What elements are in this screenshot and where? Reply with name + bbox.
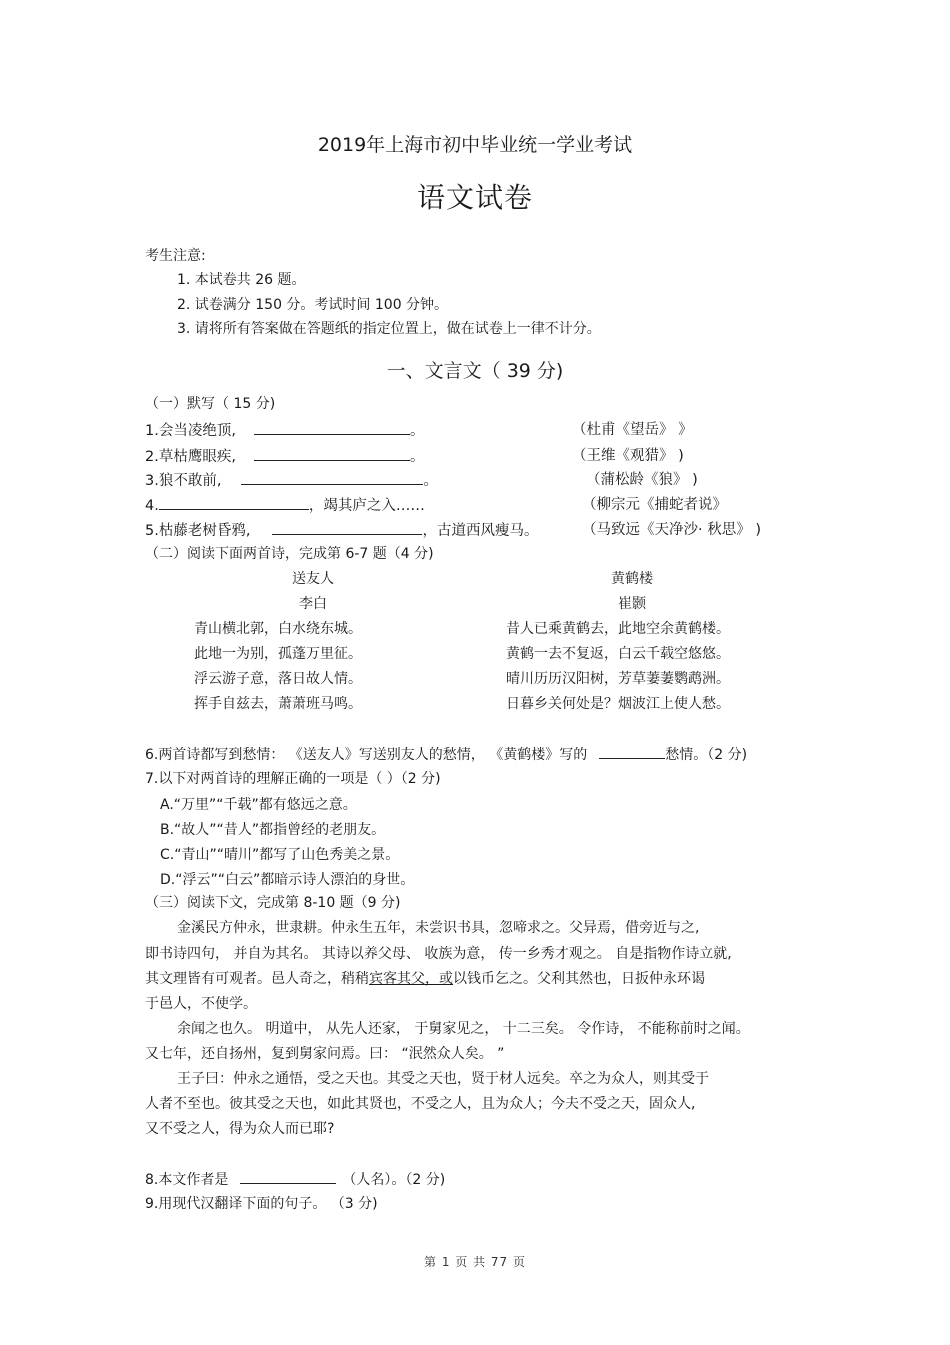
part2-heading: （二）阅读下面两首诗，完成第 6-7 题（4 分) xyxy=(145,546,434,562)
notice-item-3: 3. 请将所有答案做在答题纸的指定位置上，做在试卷上一律不计分。 xyxy=(177,321,601,337)
poem1-title: 送友人 xyxy=(292,571,334,587)
q7-option-b[interactable]: B.“故人”“昔人”都指曾经的老朋友。 xyxy=(160,822,386,838)
poem1-line: 挥手自兹去，萧萧班马鸣。 xyxy=(194,696,362,712)
poem1-line: 浮云游子意，落日故人情。 xyxy=(194,671,362,687)
notice-item-1: 1. 本试卷共 26 题。 xyxy=(177,272,306,288)
q6-stem: 6.两首诗都写到愁情： 《送友人》写送别友人的愁情， 《黄鹤楼》写的 xyxy=(145,747,588,763)
page-footer: 第 1 页 共 77 页 xyxy=(424,1255,526,1269)
dictation-line-4 xyxy=(145,495,425,516)
passage-line: 人者不至也。彼其受之天也，如此其贤也，不受之人，且为众人；今夫不受之天，固众人, xyxy=(145,1096,696,1112)
dictation-post: 。 xyxy=(423,473,438,489)
poem2-title: 黄鹤楼 xyxy=(611,571,653,587)
dictation-line-2 xyxy=(145,446,424,467)
answer-blank[interactable] xyxy=(240,1169,336,1184)
answer-blank[interactable] xyxy=(241,470,423,485)
poem2-line: 昔人已乘黄鹤去，此地空余黄鹤楼。 xyxy=(506,621,730,637)
dictation-source-2: （王维《观猎》 ) xyxy=(572,448,684,464)
passage-line: 于邑人，不使学。 xyxy=(145,996,257,1012)
underlined-phrase: 宾客其父，或 xyxy=(369,971,453,987)
passage-line: 即书诗四句， 并自为其名。 其诗以养父母、 收族为意， 传一乡秀才观之。 自是指物作诗立就, xyxy=(145,946,732,962)
q7-option-a[interactable]: A.“万里”“千载”都有悠远之意。 xyxy=(160,797,357,813)
question-8 xyxy=(145,1169,445,1190)
poem2-line: 日暮乡关何处是？烟波江上使人愁。 xyxy=(506,696,730,712)
q8-stem: 8.本文作者是 xyxy=(145,1172,229,1188)
dictation-source-3: （蒲松龄《狼》 ) xyxy=(586,472,698,488)
question-7-stem: 7.以下对两首诗的理解正确的一项是（ ）（2 分) xyxy=(145,771,441,787)
section-title: 一、文言文（ 39 分) xyxy=(386,360,564,382)
dictation-line-5 xyxy=(145,520,538,541)
part1-heading: （一）默写（ 15 分) xyxy=(145,396,276,412)
passage-text: 以钱币乞之。父利其然也，日扳仲永环谒 xyxy=(453,971,705,987)
q7-option-c[interactable]: C.“青山”“晴川”都写了山色秀美之景。 xyxy=(160,847,400,863)
answer-blank[interactable] xyxy=(254,420,410,435)
exam-title: 2019年上海市初中毕业统一学业考试 xyxy=(317,134,633,156)
dictation-line-1 xyxy=(145,420,424,441)
poem2-author: 崔颢 xyxy=(618,596,646,612)
dictation-post: ，竭其庐之入…… xyxy=(308,498,425,514)
poem2-line: 晴川历历汉阳树，芳草萋萋鹦鹉洲。 xyxy=(506,671,730,687)
question-9: 9.用现代汉翻译下面的句子。 （3 分) xyxy=(145,1196,378,1212)
passage-line xyxy=(145,969,705,989)
answer-blank[interactable] xyxy=(272,520,422,535)
dictation-source-5: （马致远《天净沙· 秋思》 ) xyxy=(582,522,761,538)
q8-post: （人名）。（2 分) xyxy=(342,1172,446,1188)
q7-option-d[interactable]: D.“浮云”“白云”都暗示诗人漂泊的身世。 xyxy=(160,872,415,888)
notice-item-2: 2. 试卷满分 150 分。考试时间 100 分钟。 xyxy=(177,297,449,313)
poem2-line: 黄鹤一去不复返，白云千载空悠悠。 xyxy=(506,646,730,662)
passage-line: 余闻之也久。 明道中， 从先人还家， 于舅家见之， 十二三矣。 令作诗， 不能称前时之闻。 xyxy=(177,1021,750,1037)
answer-blank[interactable] xyxy=(254,446,410,461)
passage-line: 又不受之人，得为众人而已耶? xyxy=(145,1121,335,1137)
dictation-prompt: 5.枯藤老树昏鸦, xyxy=(145,523,251,539)
dictation-prompt: 3.狼不敢前, xyxy=(145,473,222,489)
dictation-prompt: 4. xyxy=(145,498,159,514)
answer-blank[interactable] xyxy=(159,495,309,510)
dictation-prompt: 1.会当凌绝顶, xyxy=(145,423,236,439)
q6-post: 愁情。（2 分) xyxy=(665,747,748,763)
dictation-line-3 xyxy=(145,470,438,491)
dictation-source-4: （柳宗元《捕蛇者说》 xyxy=(582,497,727,513)
dictation-source-1: （杜甫《望岳》 》 xyxy=(572,422,693,438)
part3-heading: （三）阅读下文，完成第 8-10 题（9 分) xyxy=(145,895,401,911)
passage-line: 金溪民方仲永，世隶耕。仲永生五年，未尝识书具，忽啼求之。父异焉，借旁近与之, xyxy=(177,920,700,936)
dictation-post: ，古道西风瘦马。 xyxy=(422,523,539,539)
question-6 xyxy=(145,744,747,765)
dictation-post: 。 xyxy=(409,449,425,465)
dictation-prompt: 2.草枯鹰眼疾, xyxy=(145,449,236,465)
passage-text: 其文理皆有可观者。邑人奇之，稍稍 xyxy=(145,971,369,987)
dictation-post: 。 xyxy=(409,423,425,439)
notice-heading: 考生注意: xyxy=(145,248,206,264)
poem1-line: 此地一为别，孤蓬万里征。 xyxy=(194,646,362,662)
poem1-author: 李白 xyxy=(299,596,327,612)
answer-blank[interactable] xyxy=(599,744,665,759)
paper-title: 语文试卷 xyxy=(416,181,533,214)
passage-line: 王子曰：仲永之通悟，受之天也。其受之天也，贤于材人远矣。卒之为众人，则其受于 xyxy=(177,1071,709,1087)
poem1-line: 青山横北郭，白水绕东城。 xyxy=(194,621,362,637)
passage-line: 又七年，还自扬州，复到舅家问焉。曰： “泯然众人矣。 ” xyxy=(145,1046,505,1062)
